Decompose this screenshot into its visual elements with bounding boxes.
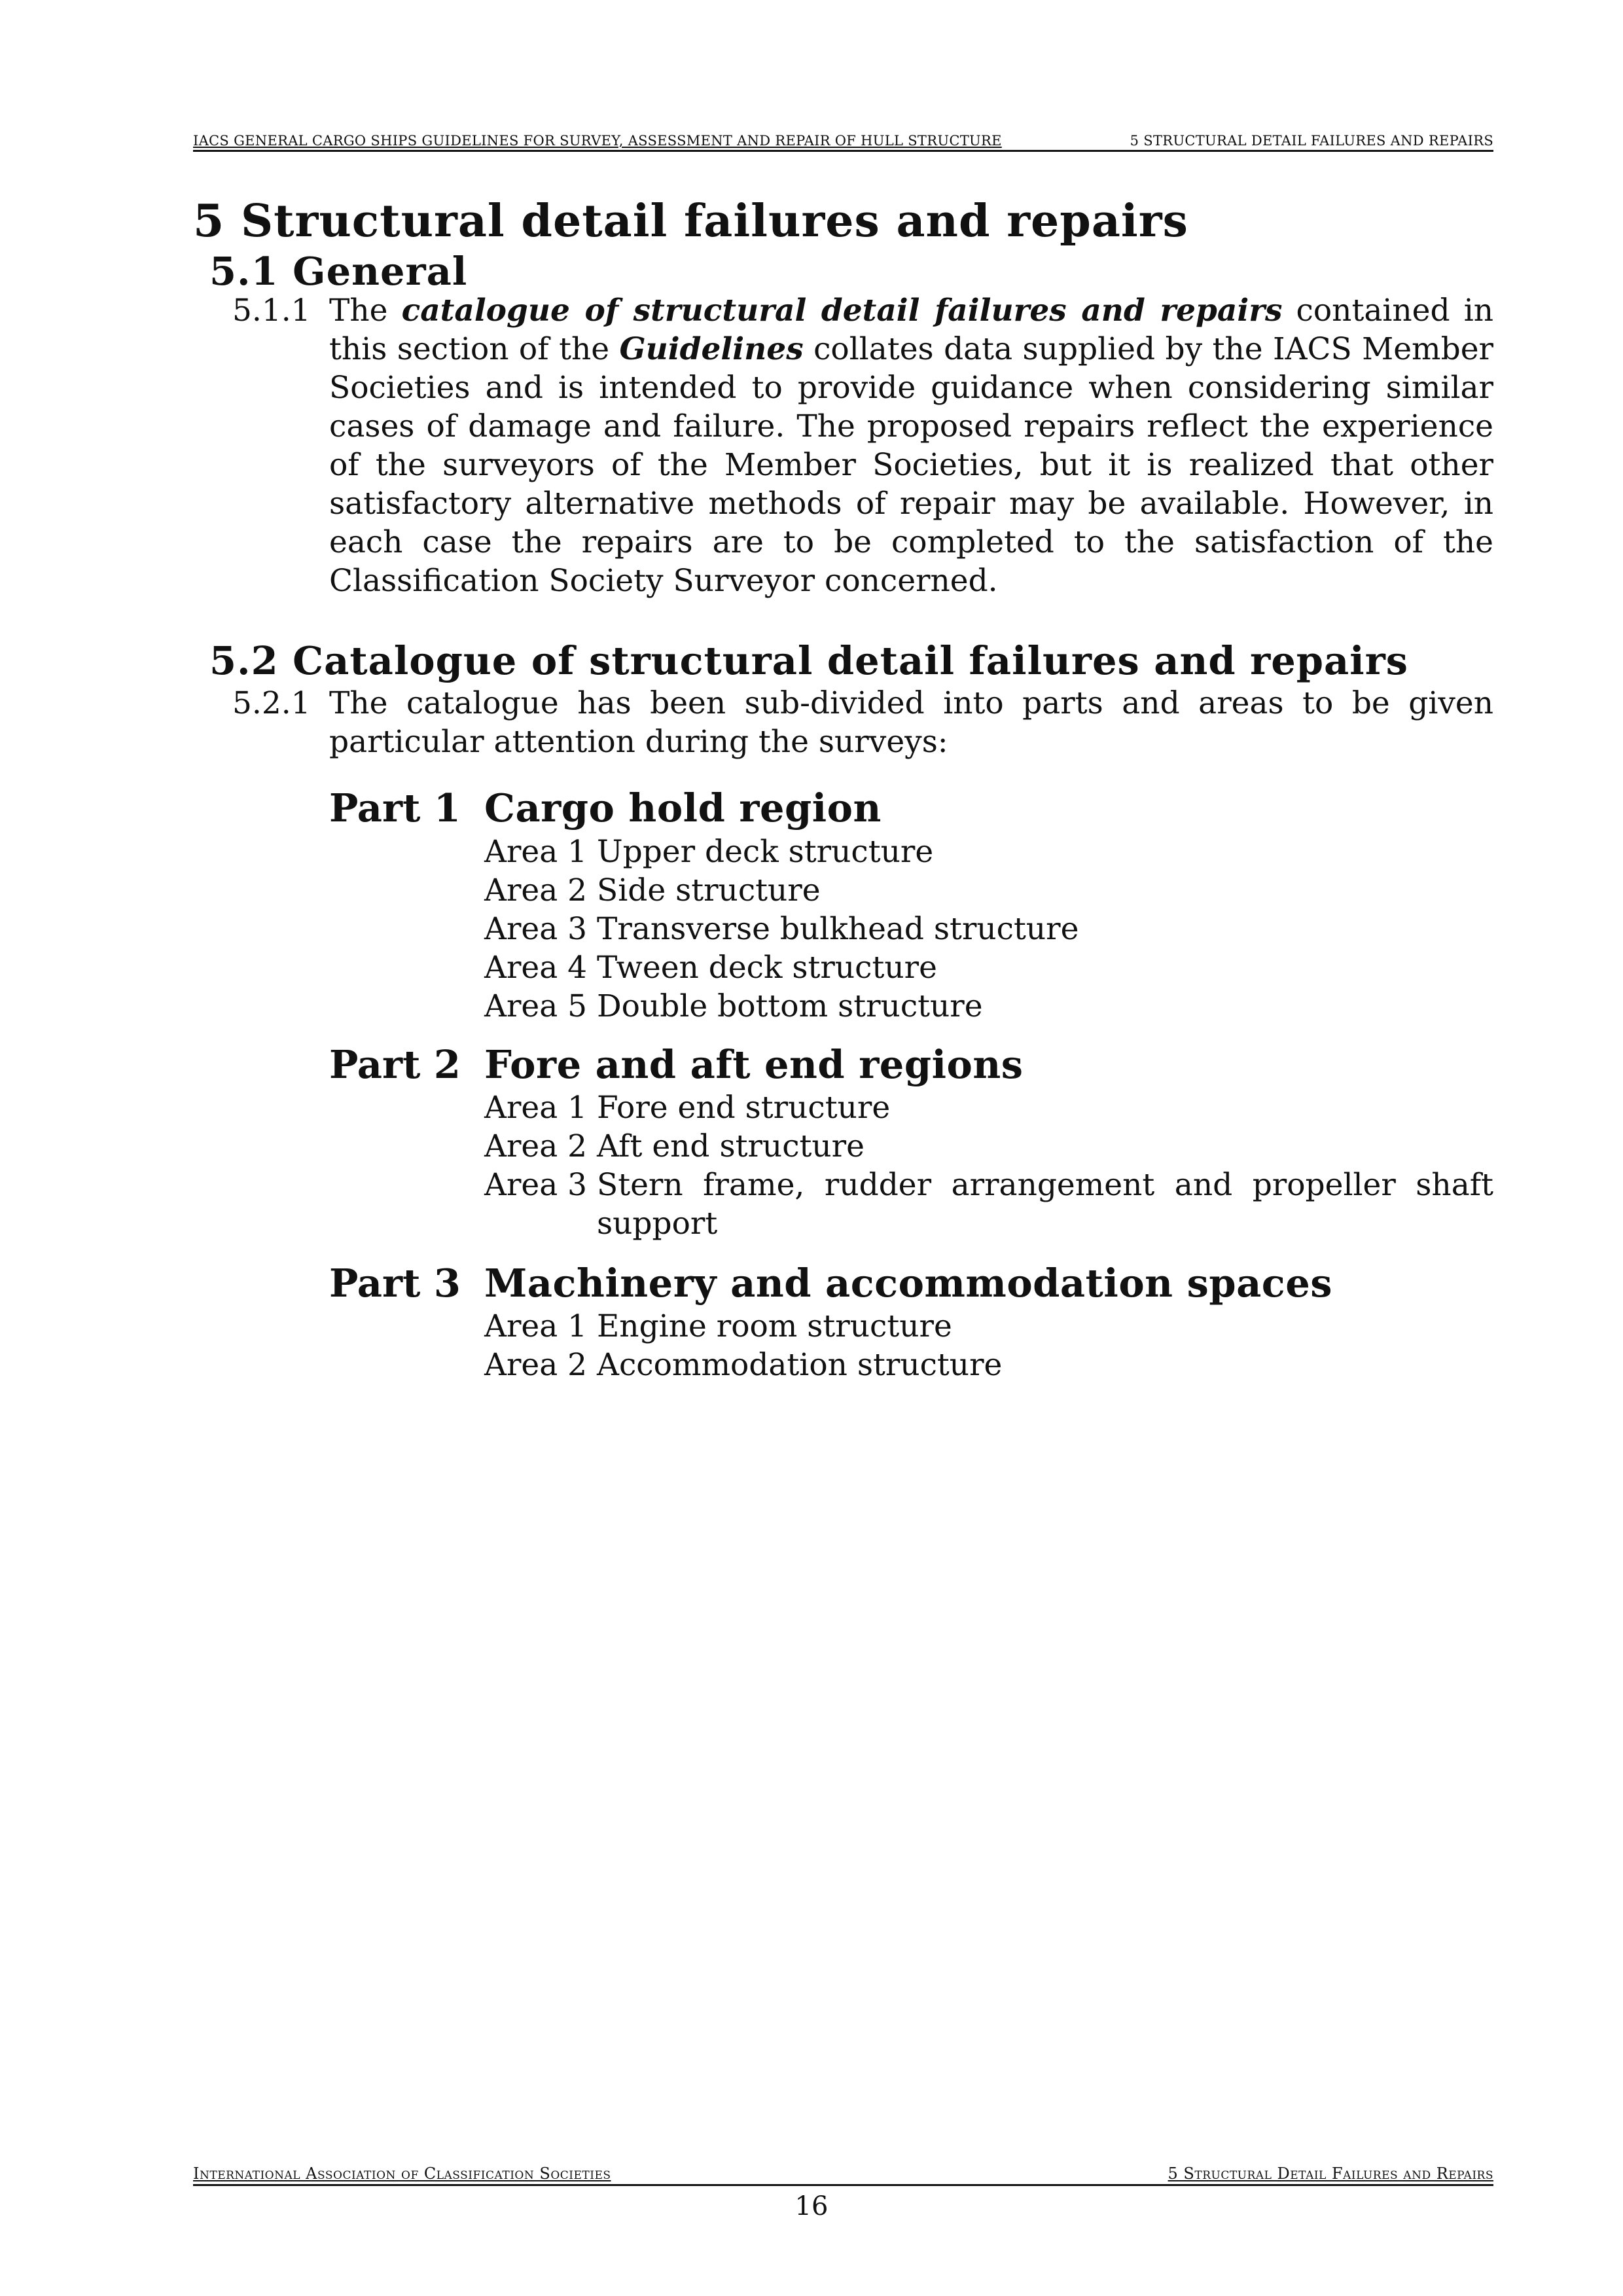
- para-5-1-1-number: 5.1.1: [232, 293, 311, 329]
- para-5-2-1-number: 5.2.1: [232, 685, 311, 721]
- list-item: Area 1 Fore end structure: [484, 1090, 891, 1126]
- emphasis-guidelines: Guidelines: [619, 331, 804, 367]
- page-number: 16: [794, 2191, 829, 2221]
- list-item: Area 1 Engine room structure: [484, 1308, 952, 1344]
- emphasis-catalogue: catalogue of structural detail failures and repairs: [401, 293, 1283, 329]
- part-2-title: Fore and aft end regions: [484, 1042, 1024, 1087]
- list-item: Area 2 Aft end structure: [484, 1128, 865, 1164]
- list-item: Area 3 Stern frame, rudder arrangement and propeller shaft support: [484, 1167, 1493, 1242]
- page-footer: [193, 2163, 1493, 2186]
- list-item: Area 2 Accommodation structure: [484, 1347, 1003, 1383]
- part-2-areas: [484, 1088, 1493, 1243]
- list-item: Area 1 Upper deck structure: [484, 834, 934, 870]
- part-3-title: Machinery and accommodation spaces: [484, 1261, 1332, 1306]
- header-document-title: IACS GENERAL CARGO SHIPS GUIDELINES FOR SURVEY, ASSESSMENT AND REPAIR OF HULL STRUCTURE: [193, 133, 1002, 149]
- part-1-title: Cargo hold region: [484, 785, 882, 831]
- part-1-label: Part 1: [329, 785, 461, 831]
- section-5-1-title: 5.1 General: [209, 249, 468, 294]
- para-5-2-1: The catalogue has been sub-divided into parts and areas to be given particular attention during the surveys:: [329, 685, 1493, 760]
- section-5-2-title: 5.2 Catalogue of structural detail failures and repairs: [209, 638, 1409, 683]
- footer-organization: International Association of Classification Societies: [193, 2164, 611, 2183]
- part-1-areas: [484, 833, 1493, 1026]
- list-item: Area 3 Transverse bulkhead structure: [484, 911, 1079, 947]
- list-item: Area 5 Double bottom structure: [484, 988, 983, 1024]
- list-item: Area 4 Tween deck structure: [484, 950, 937, 986]
- chapter-title: 5 Structural detail failures and repairs: [193, 195, 1188, 247]
- part-2-label: Part 2: [329, 1042, 461, 1087]
- page-header: [193, 128, 1493, 152]
- para-5-1-1: The catalogue of structural detail failures and repairs contained in this section of the Guidelines collates data supplied by the IACS Member Societies and is intended to provide guidance when considering similar cases of damage and failure. The proposed repairs reflect the experience of the surveyors of the Member Societies, but it is realized that other satisfactory alternative methods of repair may be available. However, in each case the repairs are to be completed to the satisfaction of the Classification Society Surveyor concerned.: [329, 293, 1493, 599]
- part-3-areas: [484, 1307, 1493, 1384]
- footer-chapter-title: 5 Structural Detail Failures and Repairs: [1168, 2164, 1493, 2183]
- part-3-label: Part 3: [329, 1261, 461, 1306]
- header-chapter-title: 5 STRUCTURAL DETAIL FAILURES AND REPAIRS: [1130, 133, 1493, 149]
- list-item: Area 2 Side structure: [484, 872, 821, 908]
